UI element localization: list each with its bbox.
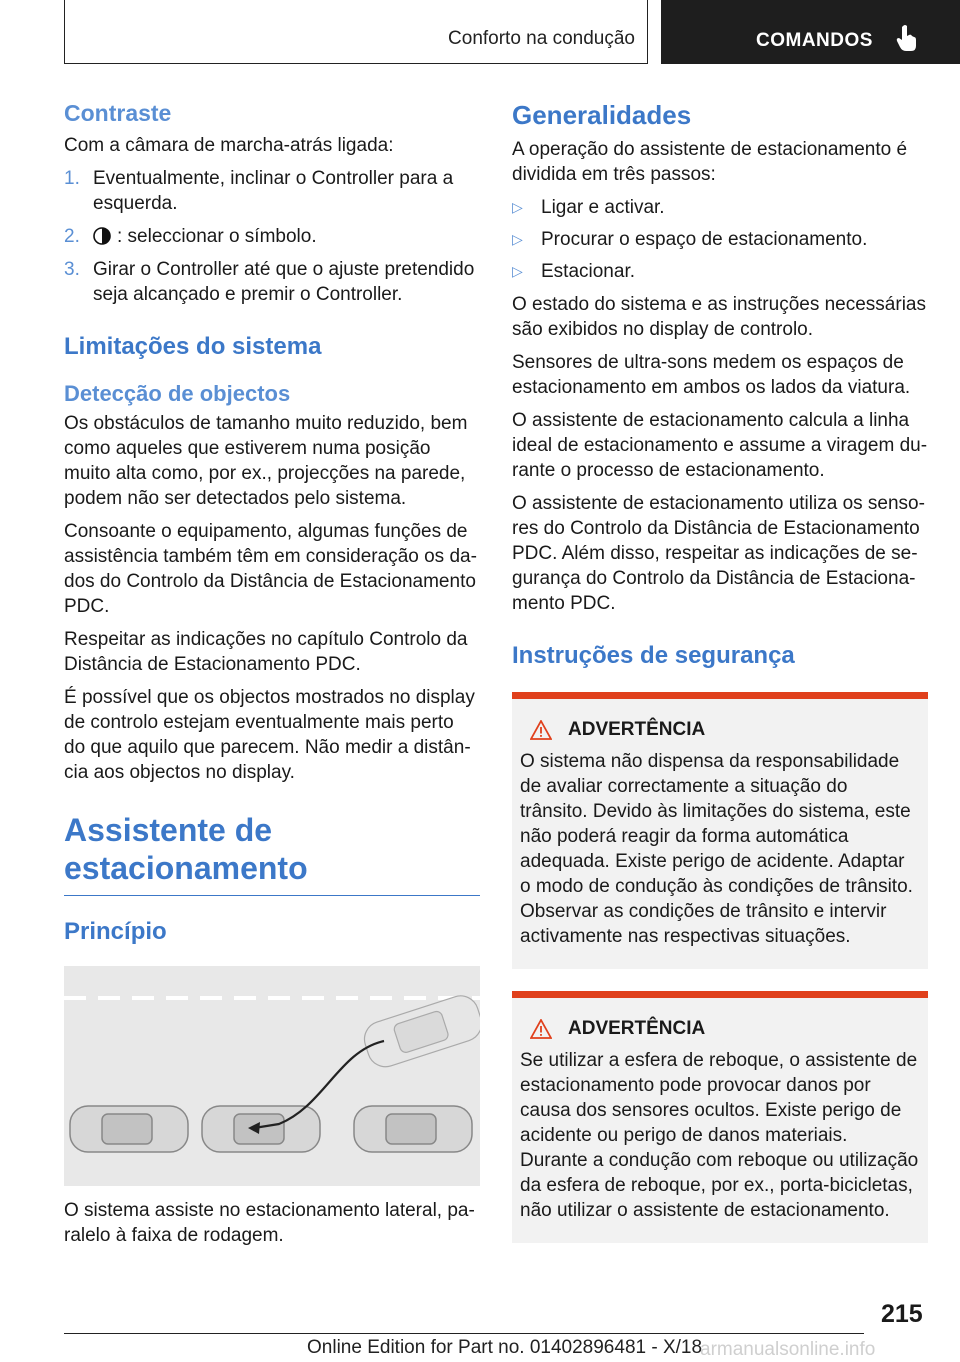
assist-heading-line1: Assistente de bbox=[64, 812, 273, 848]
left-column bbox=[64, 100, 480, 1248]
start-car-ghost bbox=[360, 991, 480, 1071]
list-item bbox=[64, 224, 480, 249]
detect-heading: Detecção de objectos bbox=[64, 381, 291, 406]
right-column bbox=[512, 100, 928, 1243]
triangle-bullet-icon: ▷ bbox=[512, 231, 523, 247]
detect-para-1: Os obstáculos de tamanho muito reduzido, bem como aqueles que estiverem numa posição muito alta como, por ex., projecções na parede, podem não ser detectados pelo sistema. bbox=[64, 413, 468, 509]
parking-illustration bbox=[64, 966, 480, 1186]
step-number: 3. bbox=[64, 259, 80, 280]
step-number: 1. bbox=[64, 168, 80, 189]
contrast-icon bbox=[93, 227, 111, 245]
detect-para-2: Consoante o equipamento, algumas funções de assistência também têm em consideração os dados do Controlo da Distância de Estacionamento PDC. bbox=[64, 521, 477, 617]
general-para-1: O estado do sistema e as instruções necessárias são exibidos no display de controlo. bbox=[512, 294, 926, 340]
parking-diagram bbox=[64, 966, 480, 1186]
triangle-bullet-icon: ▷ bbox=[512, 199, 523, 215]
general-heading: Generalidades bbox=[512, 100, 692, 130]
step-number: 2. bbox=[64, 226, 80, 247]
warning-title-text: ADVERTÊNCIA bbox=[568, 1018, 706, 1039]
limits-heading: Limitações do sistema bbox=[64, 333, 322, 360]
principle-heading: Princípio bbox=[64, 918, 167, 945]
triangle-bullet-icon: ▷ bbox=[512, 263, 523, 279]
section-tab bbox=[661, 0, 960, 64]
list-item bbox=[512, 195, 928, 220]
warning-box-2 bbox=[512, 991, 928, 1243]
parked-car-right bbox=[354, 1106, 472, 1152]
list-item bbox=[64, 257, 480, 307]
safety-heading: Instruções de segurança bbox=[512, 642, 795, 669]
footer-edition: Online Edition for Part no. 01402896481 - X/18 bbox=[307, 1337, 703, 1358]
step-text: Girar o Controller até que o ajuste pretendido seja alcançado e premir o Controller. bbox=[93, 259, 475, 305]
general-steps bbox=[512, 195, 928, 284]
footer-watermark: armanualsonline.info bbox=[700, 1339, 876, 1360]
general-para-2: Sensores de ultra-sons medem os espaços de estacionamento em ambos os lados da viatura. bbox=[512, 352, 911, 398]
warning-text: Se utilizar a esfera de reboque, o assistente de estacionamento pode provocar danos por causa dos sensores ocultos. Existe perigo de acidente ou perigo de danos materiais. Durante a condução com reboque ou utilização da esfera de reboque, por ex., porta-bicicletas, não utilizar o assistente de estacionamento. bbox=[520, 1050, 919, 1221]
footer-rule bbox=[64, 1333, 864, 1334]
assist-heading-line2: estacionamento bbox=[64, 850, 308, 886]
assist-heading-block bbox=[64, 811, 480, 896]
section-tab-label: COMANDOS bbox=[756, 30, 873, 51]
detect-para-3: Respeitar as indicações no capítulo Controlo da Distância de Estacionamento PDC. bbox=[64, 629, 468, 675]
list-item bbox=[512, 227, 928, 252]
figure-caption: O sistema assiste no estacionamento lateral, paralelo à faixa de rodagem. bbox=[64, 1200, 475, 1246]
contrast-heading: Contraste bbox=[64, 100, 172, 126]
step-text: Eventualmente, inclinar o Controller para a esquerda. bbox=[93, 168, 454, 214]
detect-para-4: É possível que os objectos mostrados no display de controlo estejam eventualmente mais perto do que aquilo que parecem. Não medir a distância aos objectos no display. bbox=[64, 687, 475, 783]
header-title: Conforto na condução bbox=[448, 28, 635, 49]
warning-triangle-icon bbox=[530, 1019, 552, 1039]
warning-title bbox=[520, 1018, 920, 1040]
warning-triangle-icon bbox=[530, 720, 552, 740]
parked-car-left bbox=[70, 1106, 188, 1152]
list-item bbox=[512, 259, 928, 284]
hand-pointer-icon bbox=[895, 24, 919, 52]
step-text: : seleccionar o símbolo. bbox=[117, 226, 317, 247]
list-item bbox=[64, 166, 480, 216]
step-text: Ligar e activar. bbox=[541, 197, 665, 218]
general-para-4: O assistente de estacionamento utiliza os sensores do Controlo da Distância de Estacionamento PDC. Além disso, respeitar as indicações de segurança do Controlo da Distância de Estacionamento PDC. bbox=[512, 493, 925, 614]
warning-text: O sistema não dispensa da responsabilidade de avaliar correctamente a situação do trânsito. Devido às limitações do sistema, este não poderá reagir da forma automática adequada. Existe perigo de acidente. Adaptar o modo de condução às condições de trânsito. Observar as condições de trânsito e intervir activamente nas respectivas situações. bbox=[520, 751, 913, 947]
contrast-intro: Com a câmara de marcha-atrás ligada: bbox=[64, 135, 394, 156]
warning-box-1 bbox=[512, 692, 928, 969]
warning-title-text: ADVERTÊNCIA bbox=[568, 719, 706, 740]
ego-car bbox=[202, 1106, 320, 1152]
page-number: 215 bbox=[881, 1300, 923, 1328]
contrast-steps bbox=[64, 166, 480, 307]
header-title-box bbox=[64, 0, 648, 64]
general-para-3: O assistente de estacionamento calcula a linha ideal de estacionamento e assume a viragem durante o processo de estacionamento. bbox=[512, 410, 928, 481]
step-text: Procurar o espaço de estacionamento. bbox=[541, 229, 868, 250]
general-intro: A operação do assistente de estacionamento é dividida em três passos: bbox=[512, 139, 908, 185]
step-text: Estacionar. bbox=[541, 261, 635, 282]
warning-title bbox=[520, 719, 920, 741]
